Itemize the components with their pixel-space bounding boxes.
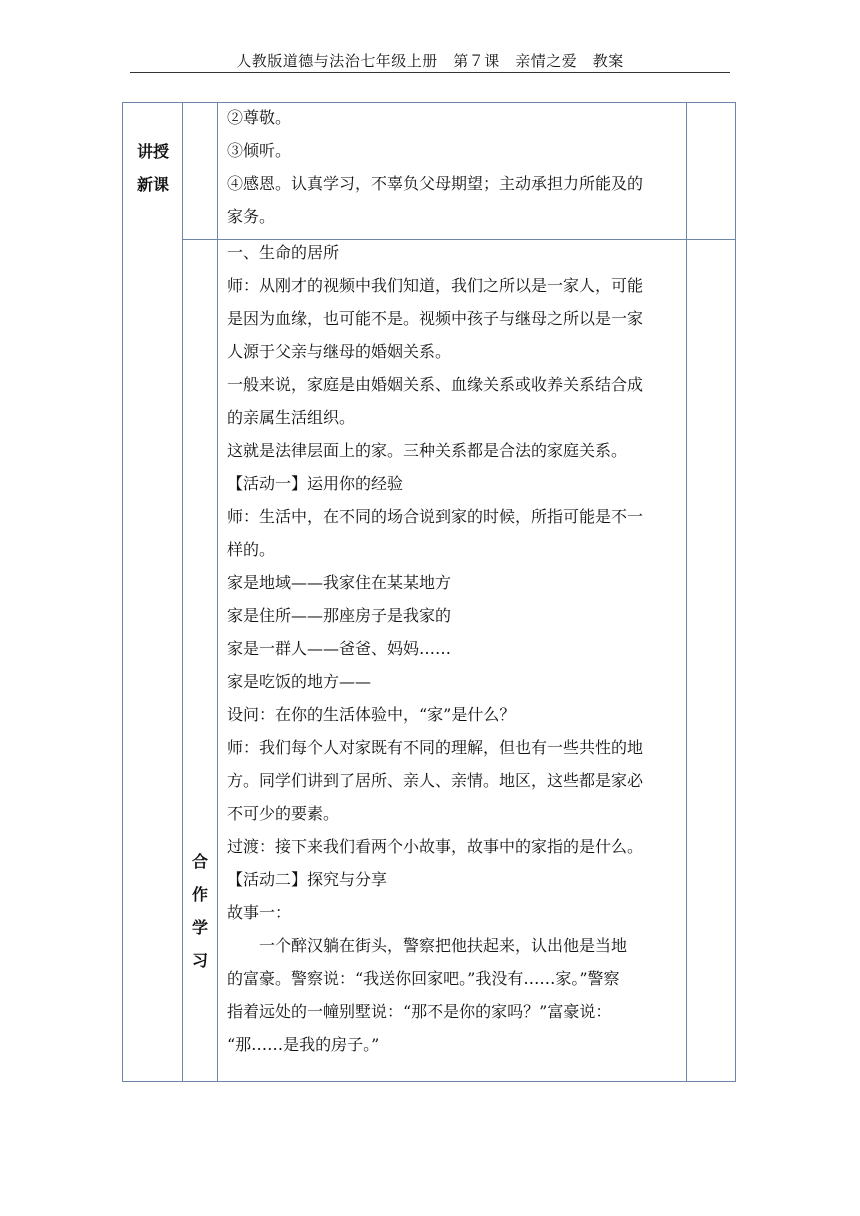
content-line: 家是吃饭的地方—— [227, 672, 372, 691]
column-divider [217, 103, 218, 1081]
column-divider [182, 103, 183, 1081]
section-label-line: 讲授 [136, 142, 169, 161]
header-divider [130, 72, 730, 73]
section-label-cooperative [188, 845, 212, 977]
content-line: 师：我们每个人对家既有不同的理解，但也有一些共性的地 [227, 738, 644, 757]
content-line: 师：生活中，在不同的场合说到家的时候，所指可能是不一 [227, 507, 644, 526]
content-line: “那……是我的房子。” [227, 1035, 380, 1054]
section-label-lecture [123, 135, 183, 201]
section-label-char: 习 [191, 951, 208, 970]
content-line: 师：从刚才的视频中我们知道，我们之所以是一家人，可能 [227, 276, 644, 295]
section-content-lecture [227, 101, 679, 233]
content-line: 指着远处的一幢别墅说：“那不是你的家吗？”富豪说： [227, 1002, 612, 1021]
content-line: 家务。 [227, 207, 276, 226]
section-content-cooperative [227, 236, 679, 1061]
content-line: 是因为血缘，也可能不是。视频中孩子与继母之所以是一家 [227, 309, 644, 328]
section-label-char: 作 [191, 885, 208, 904]
content-line: 【活动一】运用你的经验 [227, 474, 404, 493]
content-line: ④感恩。认真学习，不辜负父母期望；主动承担力所能及的 [227, 174, 644, 193]
content-line: 一、生命的居所 [227, 243, 340, 262]
column-divider [686, 103, 687, 1081]
section-label-char: 合 [191, 852, 208, 871]
content-line: 一般来说，家庭是由婚姻关系、血缘关系或收养关系结合成 [227, 375, 644, 394]
content-line: 的富豪。警察说：“我送你回家吧。”我没有……家。”警察 [227, 969, 620, 988]
content-line: 家是地域——我家住在某某地方 [227, 573, 452, 592]
page-header: 人教版道德与法治七年级上册 第７课 亲情之爱 教案 [236, 52, 624, 70]
section-label-line: 新课 [136, 175, 169, 194]
section-label-char: 学 [191, 918, 208, 937]
content-line: 家是住所——那座房子是我家的 [227, 606, 452, 625]
content-line: 的亲属生活组织。 [227, 408, 356, 427]
content-line: 设问：在你的生活体验中，“家”是什么？ [227, 705, 516, 724]
content-line: 【活动二】探究与分享 [227, 870, 388, 889]
content-line: 一个醉汉躺在街头，警察把他扶起来，认出他是当地 [227, 936, 628, 955]
content-line: 过渡：接下来我们看两个小故事，故事中的家指的是什么。 [227, 837, 644, 856]
content-line: 这就是法律层面上的家。三种关系都是合法的家庭关系。 [227, 441, 628, 460]
content-line: 样的。 [227, 540, 276, 559]
content-line: 人源于父亲与继母的婚姻关系。 [227, 342, 452, 361]
content-line: ②尊敬。 [227, 108, 292, 127]
content-line: ③倾听。 [227, 141, 292, 160]
content-line: 故事一： [227, 903, 292, 922]
content-line: 不可少的要素。 [227, 804, 340, 823]
content-line: 家是一群人——爸爸、妈妈…… [227, 639, 452, 658]
content-line: 方。同学们讲到了居所、亲人、亲情。地区，这些都是家必 [227, 771, 644, 790]
lesson-table [122, 102, 736, 1082]
